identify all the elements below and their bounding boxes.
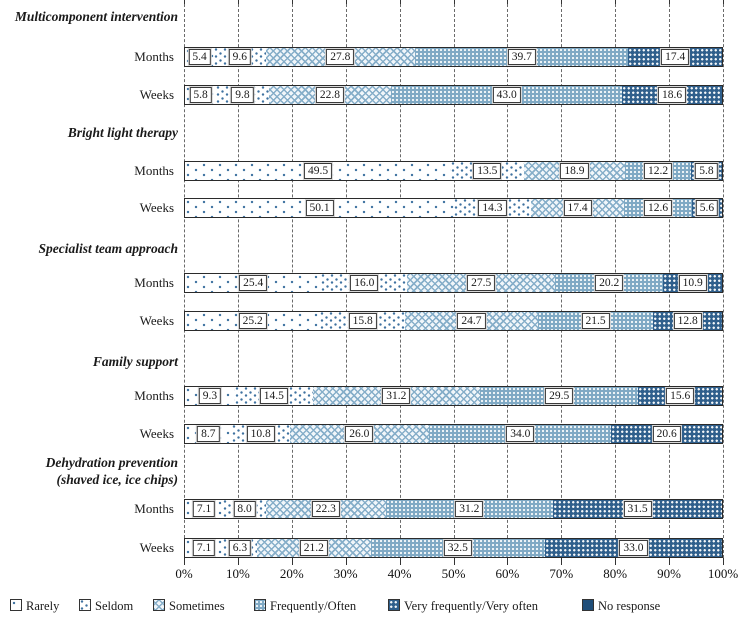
value-label: 16.0 (350, 275, 378, 291)
value-label: 10.9 (679, 275, 707, 291)
axis-tick-label: 70% (549, 566, 574, 581)
group-label-line: Dehydration prevention (45, 455, 178, 470)
legend-label: Seldom (95, 599, 134, 613)
axis-tick-label: 30% (333, 566, 358, 581)
legend-item-sometimes (153, 599, 225, 613)
value-label: 33.0 (619, 540, 647, 556)
axis-tick (669, 558, 670, 565)
row-label-weeks: Weeks (139, 313, 174, 328)
axis-tick (561, 558, 562, 565)
group-label (0, 353, 178, 370)
axis-tick (238, 558, 239, 565)
legend-item-vfreq (388, 599, 538, 613)
value-label: 18.6 (658, 87, 686, 103)
group-label-line: Bright light therapy (67, 125, 178, 140)
gridline (723, 4, 724, 558)
value-label: 31.2 (382, 388, 410, 404)
value-label: 14.5 (260, 388, 288, 404)
legend-item-freq (254, 599, 356, 613)
row-label-weeks: Weeks (139, 87, 174, 102)
value-label: 5.8 (695, 163, 717, 179)
axis-tick (400, 558, 401, 565)
stacked-bar (184, 424, 723, 444)
stacked-bar (184, 273, 723, 293)
value-label: 7.1 (193, 540, 215, 556)
value-label: 8.7 (197, 426, 219, 442)
axis-tick (346, 558, 347, 565)
legend-label: No response (598, 599, 661, 613)
value-label: 5.4 (188, 49, 210, 65)
value-label: 14.3 (478, 200, 506, 216)
axis-tick-label: 60% (495, 566, 520, 581)
axis-tick-label: 100% (707, 566, 739, 581)
axis-tick-top (615, 0, 616, 4)
value-label: 25.4 (239, 275, 267, 291)
value-label: 5.8 (189, 87, 211, 103)
axis-tick-top (346, 0, 347, 4)
stacked-bar (184, 85, 723, 105)
legend-swatch-seldom-icon (79, 599, 91, 611)
axis-tick-label: 50% (441, 566, 466, 581)
value-label: 22.8 (316, 87, 344, 103)
value-label: 9.8 (231, 87, 253, 103)
group-label-line: Multicomponent intervention (14, 9, 178, 24)
legend-swatch-freq-icon (254, 599, 266, 611)
group-label (0, 454, 178, 488)
value-label: 17.4 (661, 49, 689, 65)
value-label: 9.3 (199, 388, 221, 404)
axis-tick-label: 0% (175, 566, 193, 581)
legend-label: Sometimes (169, 599, 225, 613)
axis-tick (723, 558, 724, 565)
group-label (0, 240, 178, 257)
value-label: 24.7 (457, 313, 485, 329)
axis-tick-label: 40% (387, 566, 412, 581)
value-label: 8.0 (233, 501, 255, 517)
stacked-bar (184, 538, 723, 558)
axis-tick-top (400, 0, 401, 4)
value-label: 17.4 (563, 200, 591, 216)
axis-tick-top (723, 0, 724, 4)
legend-item-seldom (79, 599, 133, 613)
legend-swatch-rarely-icon (10, 599, 22, 611)
legend-item-noresp (582, 599, 660, 613)
value-label: 25.2 (239, 313, 267, 329)
group-label-line: (shaved ice, ice chips) (56, 472, 178, 487)
group-label-line: Family support (92, 354, 178, 369)
group-label (0, 124, 178, 141)
axis-tick-label: 90% (657, 566, 682, 581)
value-label: 18.9 (560, 163, 588, 179)
axis-tick-top (507, 0, 508, 4)
value-label: 7.1 (193, 501, 215, 517)
row-label-months: Months (134, 49, 174, 64)
value-label: 26.0 (345, 426, 373, 442)
axis-tick-top (184, 0, 185, 4)
value-label: 10.8 (247, 426, 275, 442)
stacked-bar (184, 198, 723, 218)
axis-tick (184, 558, 185, 565)
axis-tick-top (669, 0, 670, 4)
legend-label: Frequently/Often (270, 599, 357, 613)
row-label-months: Months (134, 388, 174, 403)
legend-label: Rarely (26, 599, 60, 613)
value-label: 31.2 (455, 501, 483, 517)
axis-tick (292, 558, 293, 565)
value-label: 12.2 (644, 163, 672, 179)
value-label: 27.8 (326, 49, 354, 65)
value-label: 15.8 (349, 313, 377, 329)
stacked-bar (184, 161, 723, 181)
value-label: 49.5 (304, 163, 332, 179)
axis-tick-label: 10% (225, 566, 250, 581)
value-label: 12.6 (644, 200, 672, 216)
value-label: 32.5 (444, 540, 472, 556)
row-label-weeks: Weeks (139, 540, 174, 555)
axis-tick-top (238, 0, 239, 4)
axis-tick-label: 80% (603, 566, 628, 581)
row-label-weeks: Weeks (139, 426, 174, 441)
legend-label: Very frequently/Very often (404, 599, 538, 613)
value-label: 34.0 (506, 426, 534, 442)
value-label: 20.6 (653, 426, 681, 442)
stacked-bar (184, 47, 723, 67)
value-label: 27.5 (467, 275, 495, 291)
group-label (0, 8, 178, 25)
value-label: 21.2 (300, 540, 328, 556)
axis-tick (454, 558, 455, 565)
value-label: 50.1 (305, 200, 333, 216)
value-label: 12.8 (674, 313, 702, 329)
axis-tick (507, 558, 508, 565)
legend-swatch-noresp-icon (582, 599, 594, 611)
value-label: 9.6 (229, 49, 251, 65)
value-label: 20.2 (595, 275, 623, 291)
value-label: 21.5 (581, 313, 609, 329)
axis-tick-label: 20% (279, 566, 304, 581)
value-label: 6.3 (229, 540, 251, 556)
stacked-bar (184, 311, 723, 331)
value-label: 29.5 (545, 388, 573, 404)
value-label: 22.3 (312, 501, 340, 517)
legend-swatch-vfreq-icon (388, 599, 400, 611)
row-label-weeks: Weeks (139, 200, 174, 215)
stacked-bar (184, 386, 723, 406)
group-label-line: Specialist team approach (38, 241, 178, 256)
row-label-months: Months (134, 501, 174, 516)
row-label-months: Months (134, 163, 174, 178)
value-label: 13.5 (473, 163, 501, 179)
axis-tick-top (561, 0, 562, 4)
value-label: 5.6 (696, 200, 718, 216)
axis-tick-top (454, 0, 455, 4)
row-label-months: Months (134, 275, 174, 290)
axis-tick (615, 558, 616, 565)
value-label: 15.6 (666, 388, 694, 404)
legend-item-rarely (10, 599, 59, 613)
value-label: 43.0 (493, 87, 521, 103)
axis-tick-top (292, 0, 293, 4)
stacked-bar (184, 499, 723, 519)
legend-swatch-sometimes-icon (153, 599, 165, 611)
value-label: 31.5 (623, 501, 651, 517)
value-label: 39.7 (508, 49, 536, 65)
